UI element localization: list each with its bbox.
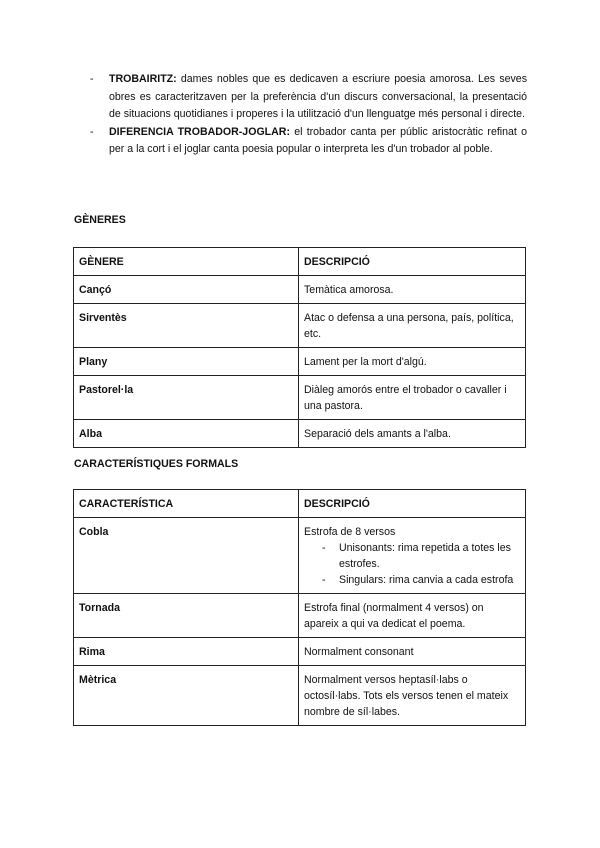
genre-name: Pastorel·la — [74, 376, 299, 420]
table-row — [74, 304, 526, 348]
genre-description: Atac o defensa a una persona, país, política, etc. — [299, 304, 526, 348]
feature-name: Cobla — [74, 518, 299, 594]
column-header: CARACTERÍSTICA — [74, 490, 299, 518]
feature-name: Rima — [74, 638, 299, 666]
table-row — [74, 348, 526, 376]
intro-bullet-list — [90, 71, 527, 159]
feature-name: Tornada — [74, 594, 299, 638]
bullet-text: el trobador canta per públic aristocràtic refinat o per a la cort i el joglar canta poesia popular o interpreta les d'un trobador al poble. — [109, 125, 527, 155]
section-heading-generes: GÈNERES — [74, 214, 126, 226]
genre-name: Cançó — [74, 276, 299, 304]
list-item — [322, 572, 520, 588]
genre-name: Alba — [74, 420, 299, 448]
feature-description: Normalment consonant — [299, 638, 526, 666]
column-header: GÈNERE — [74, 248, 299, 276]
table-row — [74, 420, 526, 448]
genre-description: Temàtica amorosa. — [299, 276, 526, 304]
table-header-row — [74, 490, 526, 518]
table-row — [74, 666, 526, 726]
generes-table — [73, 247, 526, 448]
table-row — [74, 276, 526, 304]
bullet-dash: - — [90, 125, 94, 138]
table-row — [74, 376, 526, 420]
bullet-dash: - — [322, 542, 326, 554]
subtype-text: Singulars: rima canvia a cada estrofa — [339, 574, 514, 586]
bullet-dash: - — [322, 574, 326, 586]
genre-name: Sirventès — [74, 304, 299, 348]
bullet-text: dames nobles que es dedicaven a escriure poesia amorosa. Les seves obres es caracteritzaven per la preferència d'un discurs conversacional, la presentació de situacions quotidianes i properes i la utilització d'un llenguatge més personal i directe. — [109, 73, 527, 120]
subtype-text: Unisonants: rima repetida a totes les estrofes. — [339, 542, 511, 570]
feature-description: Normalment versos heptasíl·labs o octosíl·labs. Tots els versos tenen el mateix nombre de síl·labes. — [299, 666, 526, 726]
genre-description: Diàleg amorós entre el trobador o cavaller i una pastora. — [299, 376, 526, 420]
feature-name: Mètrica — [74, 666, 299, 726]
table-header-row — [74, 248, 526, 276]
table-row — [74, 518, 526, 594]
genre-description: Lament per la mort d'algú. — [299, 348, 526, 376]
genre-description: Separació dels amants a l'alba. — [299, 420, 526, 448]
feature-description: Estrofa final (normalment 4 versos) on apareix a qui va dedicat el poema. — [299, 594, 526, 638]
table-row — [74, 594, 526, 638]
section-heading-formals: CARACTERÍSTIQUES FORMALS — [74, 458, 239, 470]
feature-description-cell — [299, 518, 526, 594]
bullet-term: DIFERENCIA TROBADOR-JOGLAR: — [109, 125, 290, 138]
bullet-term: TROBAIRITZ: — [109, 73, 177, 85]
feature-description: Estrofa de 8 versos — [304, 526, 396, 538]
genre-name: Plany — [74, 348, 299, 376]
bullet-trobairitz — [90, 71, 527, 124]
column-header: DESCRIPCIÓ — [299, 490, 526, 518]
list-item — [322, 540, 520, 572]
table-row — [74, 638, 526, 666]
formals-table — [73, 489, 526, 726]
cobla-subtypes-list — [304, 540, 520, 588]
bullet-dash: - — [90, 73, 94, 85]
bullet-diferencia — [90, 124, 527, 159]
column-header: DESCRIPCIÓ — [299, 248, 526, 276]
